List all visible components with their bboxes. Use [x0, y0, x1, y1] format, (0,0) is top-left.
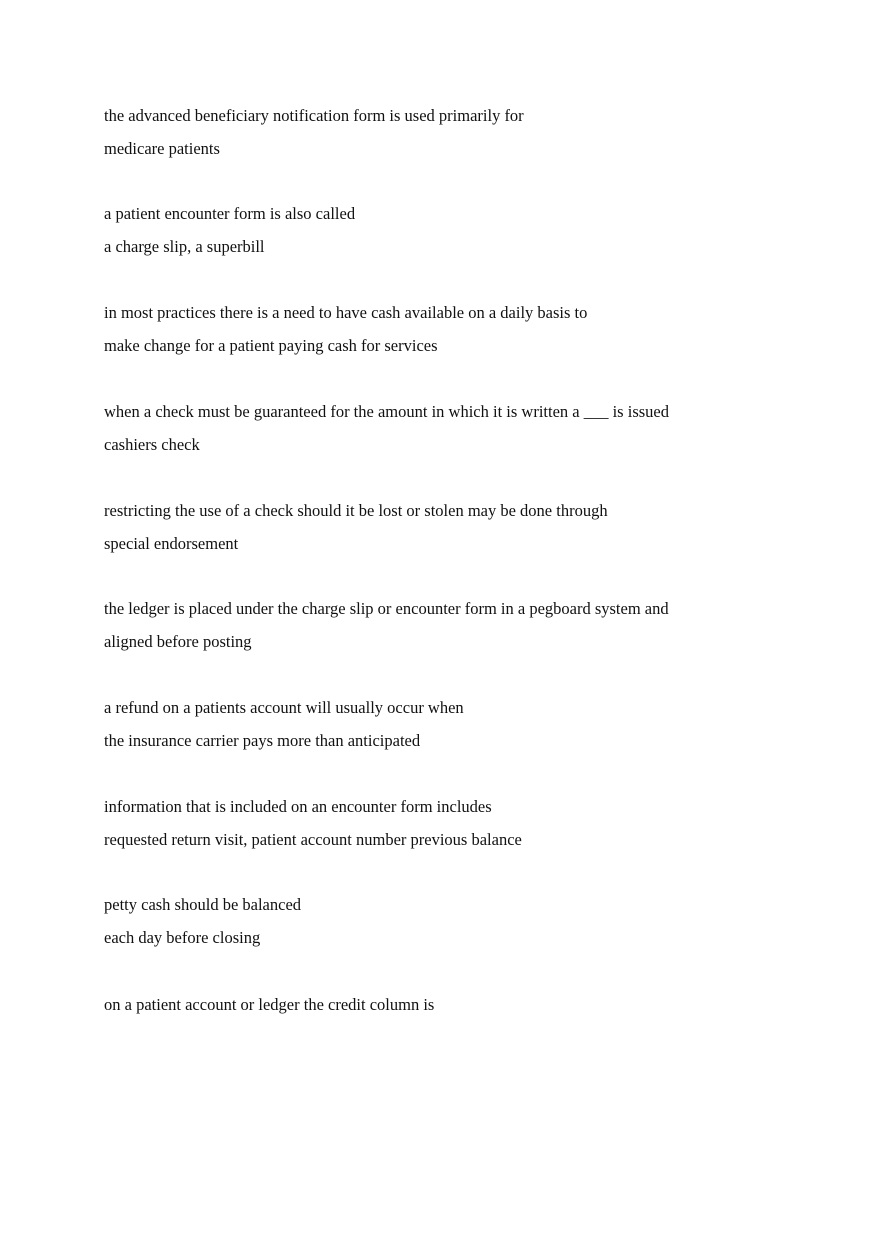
- qa-item-4: [104, 395, 824, 461]
- qa-item-10: [104, 988, 824, 1021]
- question-text: a refund on a patients account will usually occur when: [104, 698, 464, 717]
- question-text: the advanced beneficiary notification form is used primarily for: [104, 106, 524, 125]
- answer-text: requested return visit, patient account number previous balance: [104, 830, 522, 849]
- answer-text: each day before closing: [104, 928, 261, 947]
- qa-item-3: [104, 296, 824, 362]
- question-text: a patient encounter form is also called: [104, 204, 356, 223]
- qa-item-7: [104, 691, 824, 757]
- answer-text: make change for a patient paying cash for services: [104, 336, 438, 355]
- qa-item-6: [104, 592, 824, 658]
- question-text: when a check must be guaranteed for the amount in which it is written a ___ is issued: [104, 402, 669, 421]
- qa-item-2: [104, 197, 824, 263]
- qa-item-1: [104, 99, 824, 165]
- answer-text: aligned before posting: [104, 632, 252, 651]
- answer-text: cashiers check: [104, 435, 200, 454]
- question-text: on a patient account or ledger the credit column is: [104, 995, 435, 1014]
- question-text: in most practices there is a need to have cash available on a daily basis to: [104, 303, 588, 322]
- answer-text: the insurance carrier pays more than anticipated: [104, 731, 421, 750]
- question-text: petty cash should be balanced: [104, 895, 302, 914]
- answer-text: a charge slip, a superbill: [104, 237, 265, 256]
- question-text: information that is included on an encounter form includes: [104, 797, 492, 816]
- question-text: the ledger is placed under the charge slip or encounter form in a pegboard system and: [104, 599, 669, 618]
- qa-item-8: [104, 790, 824, 856]
- qa-item-9: [104, 888, 824, 954]
- answer-text: special endorsement: [104, 534, 239, 553]
- answer-text: medicare patients: [104, 139, 220, 158]
- qa-item-5: [104, 494, 824, 560]
- question-text: restricting the use of a check should it be lost or stolen may be done through: [104, 501, 608, 520]
